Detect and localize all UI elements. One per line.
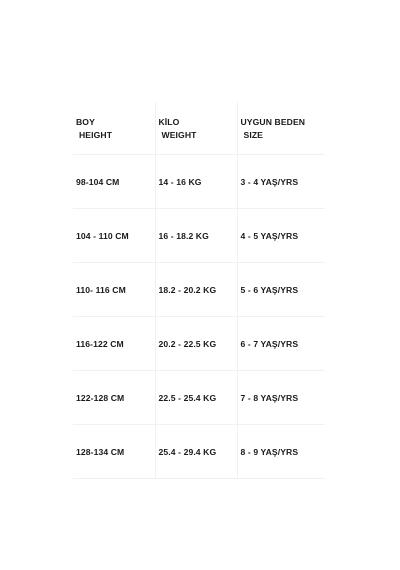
size-cell: 5 - 6 YAŞ/YRS	[237, 263, 325, 317]
height-cell: 122-128 CM	[73, 371, 155, 425]
table-row	[73, 209, 325, 263]
table-row	[73, 263, 325, 317]
size-cell: 3 - 4 YAŞ/YRS	[237, 155, 325, 209]
weight-cell: 18.2 - 20.2 KG	[155, 263, 237, 317]
weight-cell: 16 - 18.2 KG	[155, 209, 237, 263]
size-cell: 8 - 9 YAŞ/YRS	[237, 425, 325, 479]
table-header-row	[73, 102, 325, 155]
weight-cell: 25.4 - 29.4 KG	[155, 425, 237, 479]
header-height-en: HEIGHT	[79, 129, 113, 140]
weight-cell: 22.5 - 25.4 KG	[155, 371, 237, 425]
header-weight	[155, 102, 237, 155]
table-row	[73, 317, 325, 371]
weight-cell: 20.2 - 22.5 KG	[155, 317, 237, 371]
header-size	[237, 102, 325, 155]
table-row	[73, 425, 325, 479]
header-weight-tr: KİLO	[158, 116, 180, 127]
header-height	[73, 102, 155, 155]
size-cell: 7 - 8 YAŞ/YRS	[237, 371, 325, 425]
header-height-tr: BOY	[76, 116, 95, 127]
height-cell: 128-134 CM	[73, 425, 155, 479]
header-size-en: SIZE	[243, 129, 264, 140]
height-cell: 110- 116 CM	[73, 263, 155, 317]
header-weight-en: WEIGHT	[161, 129, 197, 140]
height-cell: 116-122 CM	[73, 317, 155, 371]
height-cell: 98-104 CM	[73, 155, 155, 209]
header-size-tr: UYGUN BEDEN	[240, 116, 306, 127]
weight-cell: 14 - 16 KG	[155, 155, 237, 209]
size-cell: 4 - 5 YAŞ/YRS	[237, 209, 325, 263]
height-cell: 104 - 110 CM	[73, 209, 155, 263]
size-cell: 6 - 7 YAŞ/YRS	[237, 317, 325, 371]
size-chart-table	[73, 102, 325, 479]
table-row	[73, 371, 325, 425]
table-row	[73, 155, 325, 209]
